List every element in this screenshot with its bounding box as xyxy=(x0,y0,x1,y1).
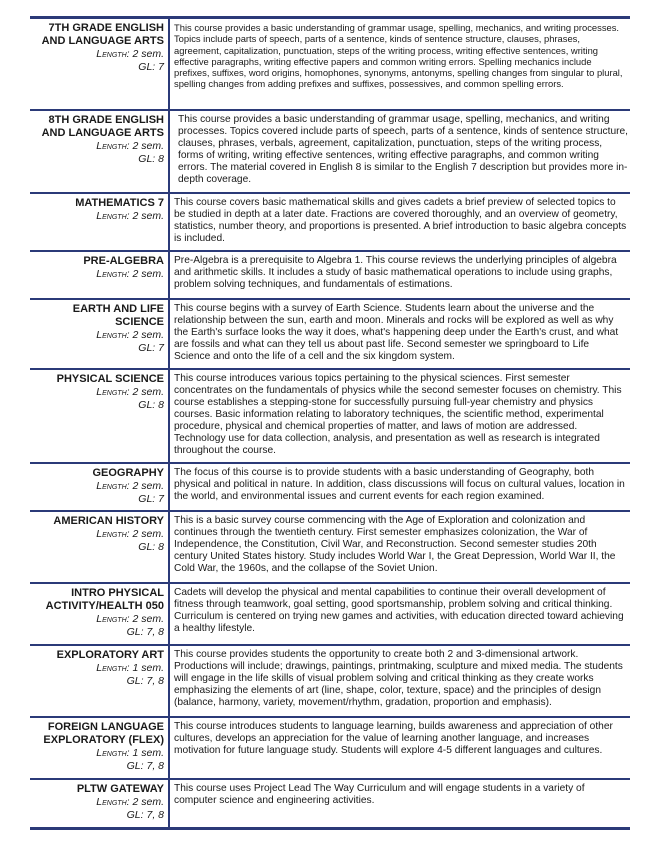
course-description: The focus of this course is to provide students with a basic understanding of Geography, both physical and political in nature. In addition, class discussions will focus on cultural values, location in the world, and environmental issues and current events for each region examined. xyxy=(174,467,625,502)
course-grade-level: GL: 7, 8 xyxy=(126,808,164,821)
course-header xyxy=(30,111,170,192)
course-description: Cadets will develop the physical and mental capabilities to continue their overall development of fitness through teamwork, goal setting, good sportsmanship, problem solving and critical thinking. Curriculum is centered on trying new games and activities, with education directed toward achieving a healthy lifestyle. xyxy=(174,587,624,634)
course-length: Length: 2 sem. xyxy=(96,386,164,398)
course-row xyxy=(30,252,630,300)
course-row xyxy=(30,584,630,646)
course-description: This course covers basic mathematical skills and gives cadets a brief preview of selected topics to be studied in depth at a later date. Fractions are covered thoroughly, and an overview of geometry, statistics, number theory, and proportions is presented. A brief introduction to basic algebra concepts is included. xyxy=(174,197,627,244)
course-header xyxy=(30,718,170,778)
course-length: Length: 2 sem. xyxy=(96,48,164,60)
course-title: AMERICAN HISTORY xyxy=(53,515,164,527)
course-length: Length: 2 sem. xyxy=(96,210,164,222)
course-header xyxy=(30,584,170,644)
course-title: GEOGRAPHY xyxy=(92,467,164,479)
course-description: This course provides students the opportunity to create both 2 and 3-dimensional artwork. Productions will include; drawings, paintings, printmaking, sculpture and mixed media. The students will engage in the life skills of visual problem solving and critical thinking as they create works emphasizing the elements of art (line, shape, color, texture, space) and the principles of design (balance, harmony, variety, movement/rhythm, gradation, proportion and emphasis). xyxy=(174,649,623,708)
course-title: PHYSICAL SCIENCE xyxy=(56,373,164,385)
course-grade-level: GL: 7, 8 xyxy=(126,674,164,687)
course-length: Length: 2 sem. xyxy=(96,268,164,280)
course-title: FOREIGN LANGUAGE EXPLORATORY (FLEX) xyxy=(43,721,164,746)
course-title: MATHEMATICS 7 xyxy=(75,197,164,209)
course-row xyxy=(30,464,630,512)
course-grade-level: GL: 7 xyxy=(138,60,164,73)
course-header xyxy=(30,194,170,250)
course-title: PLTW GATEWAY xyxy=(76,783,164,795)
course-description: This course uses Project Lead The Way Curriculum and will engage students in a variety of computer science and engineering activities. xyxy=(174,783,585,806)
course-title: EXPLORATORY ART xyxy=(56,649,164,661)
course-header xyxy=(30,300,170,368)
course-catalog xyxy=(30,16,630,830)
course-row xyxy=(30,512,630,584)
course-grade-level: GL: 8 xyxy=(138,398,164,411)
course-length: Length: 2 sem. xyxy=(96,480,164,492)
course-row xyxy=(30,780,630,827)
course-header xyxy=(30,464,170,510)
course-length: Length: 1 sem. xyxy=(96,662,164,674)
course-title: PRE-ALGEBRA xyxy=(83,255,164,267)
course-description: Pre-Algebra is a prerequisite to Algebra 1. This course reviews the underlying principles of algebra and arithmetic skills. It includes a study of basic mathematical operations to include using graphs, problem solving techniques, and fundamentals of estimations. xyxy=(174,255,617,290)
course-header xyxy=(30,646,170,716)
course-row xyxy=(30,718,630,780)
course-header xyxy=(30,19,170,109)
course-description: This course introduces students to language learning, builds awareness and appreciation of other cultures, develops an appreciation for the value of learning another language, and increases motivation for future language study. Students will explore 4-5 different languages and cultures. xyxy=(174,721,613,756)
course-header xyxy=(30,252,170,298)
course-row xyxy=(30,194,630,252)
course-length: Length: 2 sem. xyxy=(96,140,164,152)
course-length: Length: 2 sem. xyxy=(96,613,164,625)
course-grade-level: GL: 7, 8 xyxy=(126,759,164,772)
course-description: This course introduces various topics pertaining to the physical sciences. First semester concentrates on the fundamentals of physics while the second semester focuses on chemistry. This course establishes a stepping-stone for successfully pursuing full-year chemistry and physics courses. Basic information relating to laboratory techniques, the scientific method, experimental procedure, physical and chemical properties of matter, and laws of motion are addressed. Technology use for data collection, analysis, and presentation as well as research is integrated throughout the course. xyxy=(174,373,622,456)
course-row xyxy=(30,19,630,111)
course-title: INTRO PHYSICAL ACTIVITY/HEALTH 050 xyxy=(45,587,164,612)
course-header xyxy=(30,780,170,827)
course-grade-level: GL: 8 xyxy=(138,540,164,553)
course-length: Length: 2 sem. xyxy=(96,528,164,540)
course-grade-level: GL: 8 xyxy=(138,152,164,165)
course-description: This is a basic survey course commencing with the Age of Exploration and colonization and continues through the twentieth century. First semester emphasizes colonization, the War of Independence, the Constitution, Civil War, and Reconstruction. Second semester studies 20th century United States history. Study includes World War I, the Great Depression, World War II, the Cold War, the 1960s, and the collapse of the Soviet Union. xyxy=(174,515,616,574)
course-description: This course begins with a survey of Earth Science. Students learn about the universe and the relationship between the sun, earth and moon. Minerals and rocks will be explored as well as why the Earth's surface looks the way it does, what's happening deep under the Earth's crust, and what are fossils and what can they tell us about past life. Second semester we springboard to Life Science and onto the life of a cell and the six kingdom system. xyxy=(174,303,619,362)
course-header xyxy=(30,370,170,462)
course-row xyxy=(30,370,630,464)
course-title: 8TH GRADE ENGLISH AND LANGUAGE ARTS xyxy=(41,114,164,139)
course-grade-level: GL: 7 xyxy=(138,492,164,505)
course-row xyxy=(30,111,630,194)
course-row xyxy=(30,646,630,718)
course-length: Length: 1 sem. xyxy=(96,747,164,759)
course-description: This course provides a basic understanding of grammar usage, spelling, mechanics, and writing processes. Topics covered include parts of speech, parts of a sentence, kinds of sentence structure, clauses, phrases, verbals, agreement, capitalization, punctuation, steps of the writing process, forms of writing, writing effective sentences, writing effective paragraphs, and common writing errors. The material covered in English 8 is similar to the English 7 description but provides more in-depth coverage. xyxy=(178,114,629,185)
course-title: 7TH GRADE ENGLISH AND LANGUAGE ARTS xyxy=(41,22,164,47)
course-description: This course provides a basic understanding of grammar usage, spelling, mechanics, and writing processes. Topics include parts of speech, parts of a sentence, kinds of sentence structure, clauses, phrases, agreement, capitalization, punctuation, steps of the writing process, writing effective sentences, writing effective paragraphs, writing effective papers and common writing errors. Spelling mechanics include prefixes, suffixes, word origins, homophones, synonyms, antonyms, spelling changes from singular to plural, spelling changes from adding prefixes and suffixes, possessives, and common spelling errors. xyxy=(174,22,623,90)
course-title: EARTH AND LIFE SCIENCE xyxy=(72,303,164,328)
course-length: Length: 2 sem. xyxy=(96,329,164,341)
course-length: Length: 2 sem. xyxy=(96,796,164,808)
course-grade-level: GL: 7 xyxy=(138,341,164,354)
course-row xyxy=(30,300,630,370)
course-header xyxy=(30,512,170,582)
course-grade-level: GL: 7, 8 xyxy=(126,625,164,638)
